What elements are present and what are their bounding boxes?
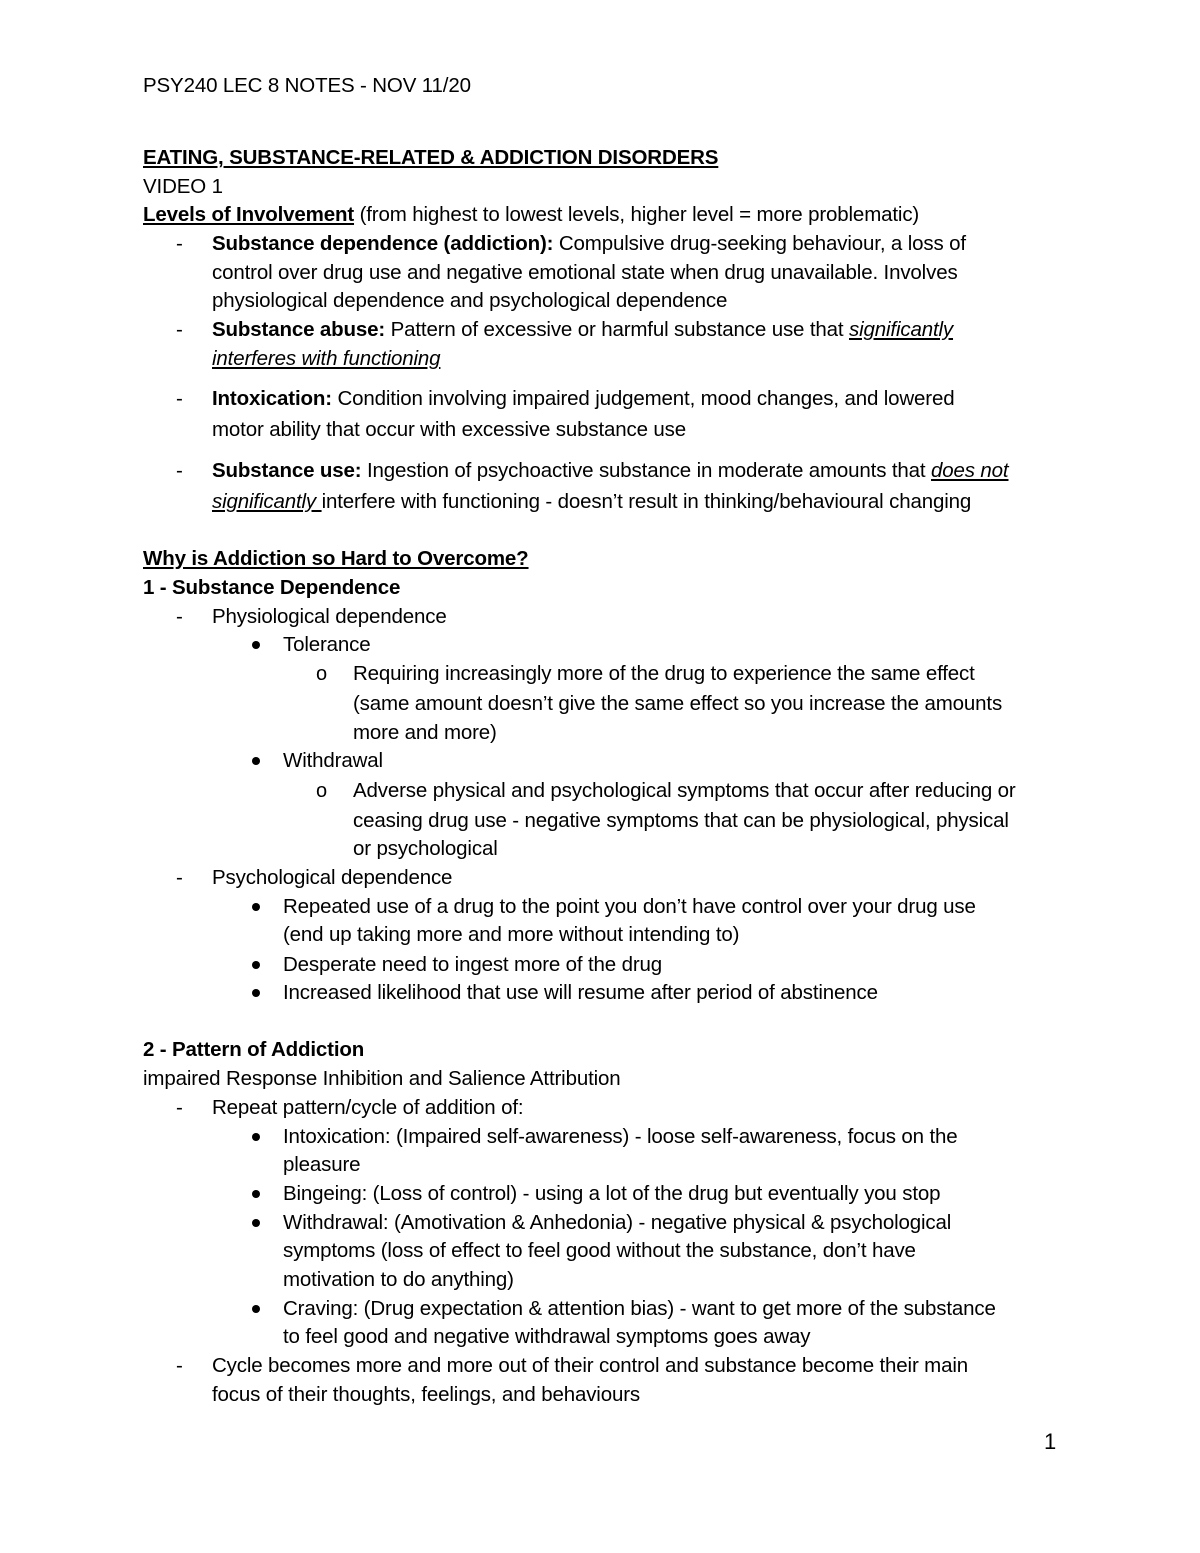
list-item-cont: focus of their thoughts, feelings, and behaviours — [212, 1383, 640, 1406]
list-item: Substance dependence (addiction): Compulsive drug-seeking behaviour, a loss of — [212, 232, 966, 255]
why-heading: Why is Addiction so Hard to Overcome? — [143, 547, 529, 570]
list-item: Increased likelihood that use will resume after period of abstinence — [283, 981, 878, 1004]
list-item: Withdrawal — [283, 749, 383, 772]
list-item: Substance use: Ingestion of psychoactive substance in moderate amounts that does not — [212, 459, 1009, 482]
list-item-cont: (same amount doesn’t give the same effect so you increase the amounts — [353, 692, 1003, 715]
section1-heading: 1 - Substance Dependence — [143, 576, 401, 599]
list-item: Repeated use of a drug to the point you don’t have control over your drug use — [283, 895, 976, 918]
list-item: Psychological dependence — [212, 866, 453, 889]
list-item: Requiring increasingly more of the drug to experience the same effect — [353, 662, 975, 685]
bullet-dot — [252, 757, 260, 765]
bullet-dot — [252, 1219, 260, 1227]
dash-bullet: - — [176, 387, 183, 410]
page-number: 1 — [1044, 1429, 1057, 1454]
page-header: PSY240 LEC 8 NOTES - NOV 11/20 — [143, 74, 471, 97]
list-item: Withdrawal: (Amotivation & Anhedonia) - negative physical & psychological — [283, 1211, 952, 1234]
dash-bullet: - — [176, 1096, 183, 1119]
circle-bullet: o — [316, 663, 328, 685]
list-item: Craving: (Drug expectation & attention bias) - want to get more of the substance — [283, 1297, 996, 1320]
levels-heading: Levels of Involvement (from highest to lowest levels, higher level = more problematic) — [143, 203, 920, 226]
bullet-dot — [252, 641, 260, 649]
list-item: Physiological dependence — [212, 605, 447, 628]
dash-bullet: - — [176, 459, 183, 482]
list-item: Bingeing: (Loss of control) - using a lot of the drug but eventually you stop — [283, 1182, 941, 1205]
document-title: EATING, SUBSTANCE-RELATED & ADDICTION DISORDERS — [143, 146, 719, 169]
circle-bullet: o — [316, 780, 328, 802]
list-item-cont: physiological dependence and psychological dependence — [212, 289, 728, 312]
list-item-cont: motivation to do anything) — [283, 1268, 514, 1291]
list-item-cont: or psychological — [353, 837, 498, 860]
bullet-dot — [252, 1133, 260, 1141]
bullet-dot — [252, 1190, 260, 1198]
list-item: Cycle becomes more and more out of their control and substance become their main — [212, 1354, 968, 1377]
dash-bullet: - — [176, 1354, 183, 1377]
section2-subheading: impaired Response Inhibition and Salience Attribution — [143, 1067, 621, 1090]
list-item-cont: to feel good and negative withdrawal symptoms goes away — [283, 1325, 811, 1348]
list-item: Substance abuse: Pattern of excessive or harmful substance use that significantly — [212, 318, 954, 341]
list-item-cont: significantly interfere with functioning - doesn’t result in thinking/behavioural changing — [212, 490, 972, 513]
bullet-dot — [252, 961, 260, 969]
dash-bullet: - — [176, 232, 183, 255]
dash-bullet: - — [176, 866, 183, 889]
section2-heading: 2 - Pattern of Addiction — [143, 1038, 365, 1061]
list-item-cont: control over drug use and negative emotional state when drug unavailable. Involves — [212, 261, 958, 284]
video-label: VIDEO 1 — [143, 175, 223, 198]
list-item-cont: more and more) — [353, 721, 497, 744]
list-item: Adverse physical and psychological symptoms that occur after reducing or — [353, 779, 1016, 802]
list-item-cont: ceasing drug use - negative symptoms that can be physiological, physical — [353, 809, 1009, 832]
list-item-cont: pleasure — [283, 1153, 361, 1176]
list-item: Repeat pattern/cycle of addition of: — [212, 1096, 524, 1119]
bullet-dot — [252, 1305, 260, 1313]
list-item-cont: symptoms (loss of effect to feel good without the substance, don’t have — [283, 1239, 916, 1262]
bullet-dot — [252, 903, 260, 911]
dash-bullet: - — [176, 318, 183, 341]
list-item: Tolerance — [283, 633, 371, 656]
bullet-dot — [252, 989, 260, 997]
list-item: Intoxication: (Impaired self-awareness) - loose self-awareness, focus on the — [283, 1125, 958, 1148]
list-item: Intoxication: Condition involving impaired judgement, mood changes, and lowered — [212, 387, 955, 410]
dash-bullet: - — [176, 605, 183, 628]
list-item-cont: motor ability that occur with excessive substance use — [212, 418, 687, 441]
list-item-cont: interferes with functioning — [212, 347, 441, 370]
list-item-cont: (end up taking more and more without intending to) — [283, 923, 740, 946]
list-item: Desperate need to ingest more of the drug — [283, 953, 663, 976]
